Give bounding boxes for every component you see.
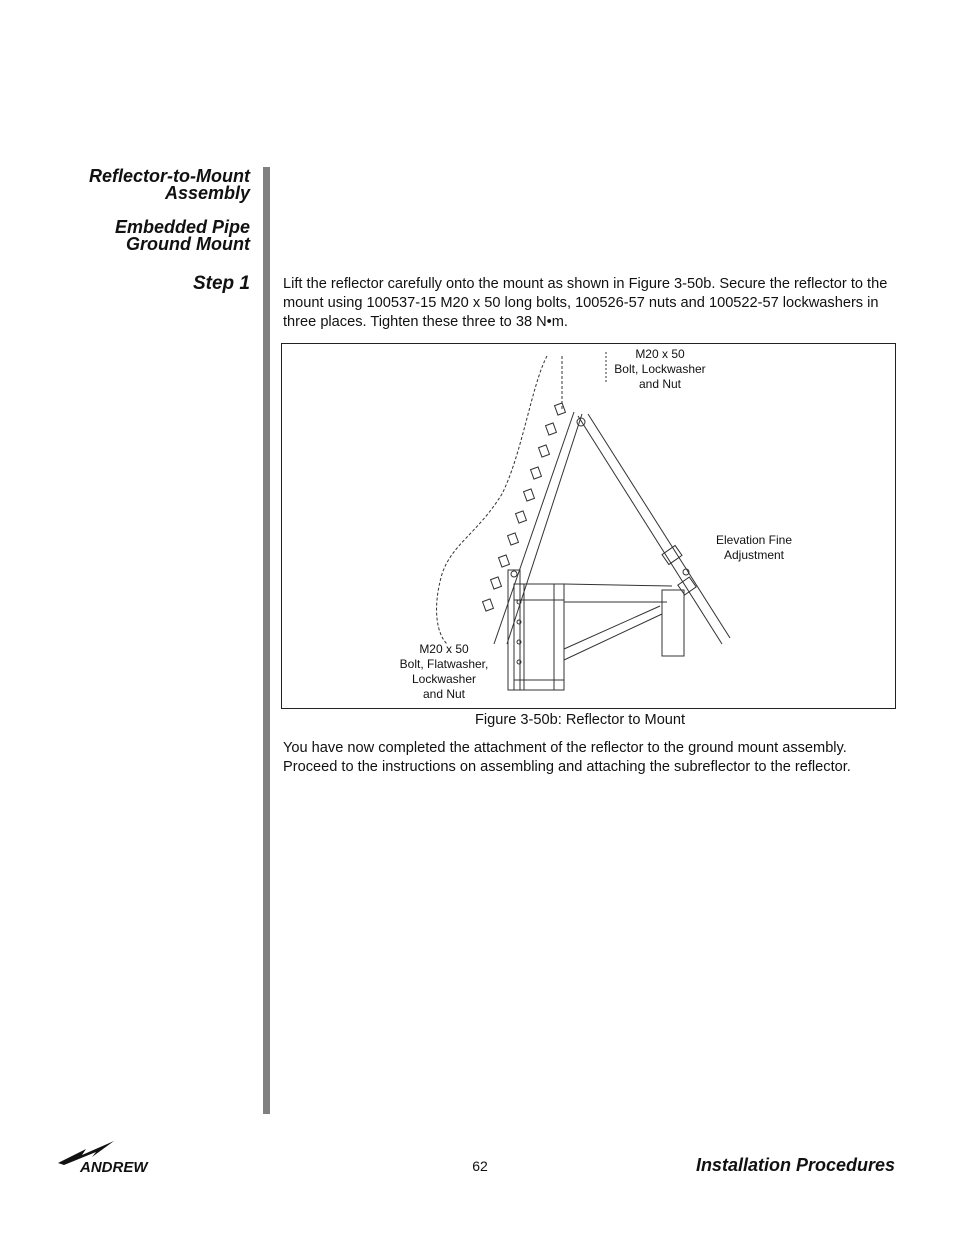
section-heading-line-1: Reflector-to-Mount [89, 166, 250, 186]
figure-caption: Figure 3-50b: Reflector to Mount [475, 712, 686, 728]
mount-brace [564, 614, 662, 660]
reflector-mount-drawing [282, 344, 894, 707]
callout-elevation-adjust: Elevation Fine Adjustment [715, 533, 793, 562]
step-heading: Step 1 [192, 273, 250, 294]
reflector-clip-brackets [483, 403, 566, 611]
section-heading [89, 168, 250, 202]
logo-text: ANDREW [80, 1159, 148, 1175]
mount-arm-top [564, 584, 672, 586]
lightning-bolt-icon [56, 1139, 171, 1175]
vertical-rule [263, 167, 270, 1114]
section-heading-line-2: Assembly [164, 183, 250, 203]
reflector-back-strut [494, 412, 574, 644]
chapter-title: Installation Procedures [695, 1155, 895, 1175]
adjuster-block [662, 590, 684, 656]
subsection-heading [115, 219, 250, 253]
top-bolt [577, 418, 585, 426]
elevation-strut-2 [588, 414, 730, 638]
subsection-heading-line-2: Ground Mount [126, 234, 250, 254]
elevation-clamp [662, 545, 682, 564]
callout-top-bolt: M20 x 50 Bolt, Lockwasher and Nut [614, 347, 706, 391]
page-number: 62 [472, 1158, 488, 1174]
callout-bottom-bolt: M20 x 50 Bolt, Flatwasher, Lockwasher and Nut [399, 642, 489, 701]
instruction-paragraph: Lift the reflector carefully onto the mount as shown in Figure 3-50b. Secure the reflector to the mount using 100537-15 M20 x 50 long bolts, 100526-57 nuts and 100522-57 lockwashers in three places. Tighten these three to 38 N•m. [283, 276, 888, 330]
andrew-logo [56, 1139, 171, 1175]
elevation-strut [578, 416, 722, 644]
figure-reflector-to-mount [281, 343, 896, 709]
completion-paragraph: You have now completed the attachment of the reflector to the ground mount assembly. Proceed to the instructions on assembling and attaching the subreflector to the reflector. [283, 740, 851, 775]
subsection-heading-line-1: Embedded Pipe [114, 217, 250, 237]
